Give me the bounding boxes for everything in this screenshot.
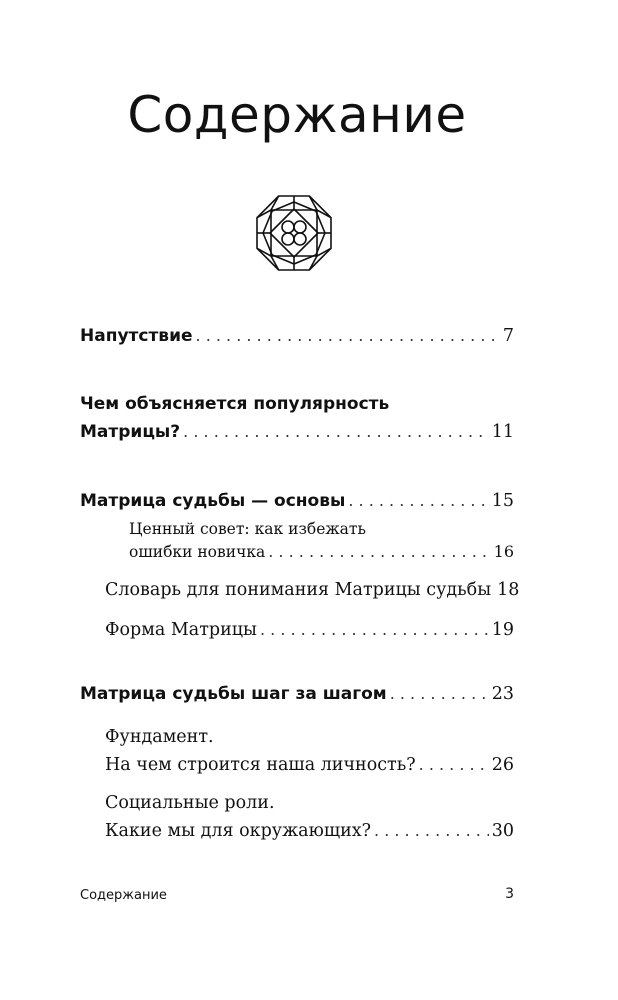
toc-entry-basics[interactable] xyxy=(80,487,514,515)
dot-leader xyxy=(260,616,489,643)
toc-page-number: 15 xyxy=(491,491,514,511)
page-number: 3 xyxy=(505,886,514,902)
toc-entry-dictionary[interactable] xyxy=(105,576,520,604)
dot-leader xyxy=(374,817,489,844)
toc-entry-napytstvie[interactable] xyxy=(80,322,514,350)
toc-entry-label: Матрица судьбы — основы xyxy=(80,491,346,511)
toc-entry-line: Ценный совет: как избежать xyxy=(129,520,366,538)
toc-page-number: 16 xyxy=(493,542,514,561)
toc-entry-popularity[interactable] xyxy=(80,418,514,446)
toc-page-number: 7 xyxy=(502,326,514,346)
toc-entry-advice[interactable] xyxy=(129,538,514,566)
dot-leader xyxy=(390,680,489,707)
toc-entry-line: Социальные роли. xyxy=(105,793,275,813)
toc-page-number: 26 xyxy=(491,755,514,775)
toc-entry-line: Чем объясняется популярность xyxy=(80,394,390,414)
toc-entry-line: Фундамент. xyxy=(105,727,214,747)
octagon-mandala-icon xyxy=(254,193,334,273)
toc-entry-label: Форма Матрицы xyxy=(105,620,257,640)
toc-entry-label: Матрицы? xyxy=(80,422,181,442)
toc-entry-social[interactable] xyxy=(105,817,514,845)
toc-page-number: 30 xyxy=(491,821,514,841)
toc-entry-label: На чем строится наша личность? xyxy=(105,755,416,775)
toc-page-number: 19 xyxy=(491,620,514,640)
page-title: Содержание xyxy=(127,86,467,144)
toc-entry-form[interactable] xyxy=(105,616,514,644)
toc-entry-label: Напутствие xyxy=(80,326,193,346)
toc-page-number: 18 xyxy=(497,580,520,600)
dot-leader xyxy=(348,487,488,514)
toc-entry-label: Матрица судьбы шаг за шагом xyxy=(80,684,387,704)
dot-leader xyxy=(268,538,490,565)
toc-entry-label: Какие мы для окружающих? xyxy=(105,821,372,841)
toc-entry-stepbystep[interactable] xyxy=(80,680,514,708)
toc-page-number: 11 xyxy=(491,422,514,442)
dot-leader xyxy=(183,418,489,445)
dot-leader xyxy=(419,751,489,778)
toc-page-number: 23 xyxy=(491,684,514,704)
toc-entry-label: Словарь для понимания Матрицы судьбы xyxy=(105,580,492,600)
toc-entry-foundation[interactable] xyxy=(105,751,514,779)
running-footer-section: Содержание xyxy=(80,888,167,903)
toc-entry-label: ошибки новичка xyxy=(129,543,266,561)
dot-leader xyxy=(196,322,500,349)
